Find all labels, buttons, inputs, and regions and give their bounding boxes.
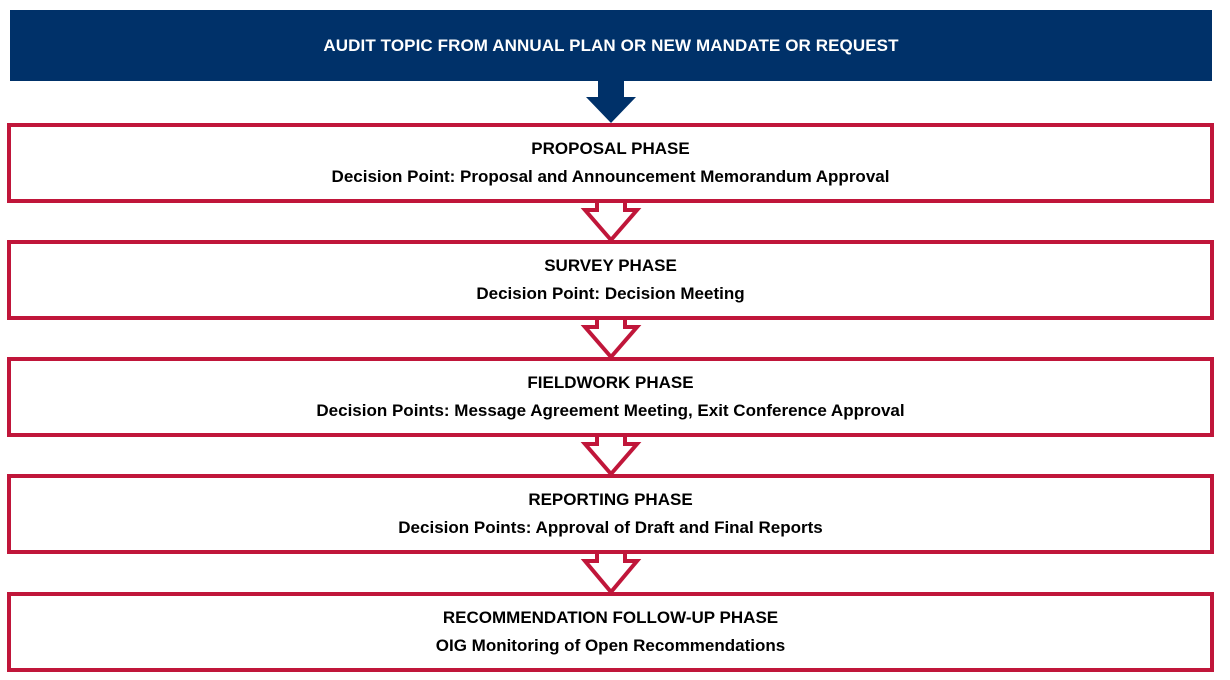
audit-topic-header-text: AUDIT TOPIC FROM ANNUAL PLAN OR NEW MANDATE OR REQUEST xyxy=(323,35,899,55)
audit-topic-header xyxy=(10,10,1212,81)
phase-title: PROPOSAL PHASE xyxy=(531,139,690,158)
down-arrow-icon xyxy=(585,435,637,474)
fieldwork-phase-box xyxy=(7,357,1214,437)
phase-decision-point: OIG Monitoring of Open Recommendations xyxy=(435,636,786,655)
phase-title: SURVEY PHASE xyxy=(544,256,677,275)
survey-phase-box xyxy=(7,240,1214,320)
phase-title: FIELDWORK PHASE xyxy=(527,373,694,392)
down-arrow-icon xyxy=(585,318,637,357)
down-arrow-icon xyxy=(585,201,637,240)
phase-title: REPORTING PHASE xyxy=(528,490,693,509)
phase-decision-point: Decision Points: Approval of Draft and Final Reports xyxy=(398,518,823,537)
recommendation-follow-up-phase-box xyxy=(7,592,1214,672)
phase-title: RECOMMENDATION FOLLOW-UP PHASE xyxy=(442,608,779,627)
proposal-phase-box xyxy=(7,123,1214,203)
down-arrow-icon xyxy=(586,81,636,123)
down-arrow-icon xyxy=(585,552,637,592)
phase-decision-point: Decision Point: Decision Meeting xyxy=(476,284,745,303)
phase-decision-point: Decision Point: Proposal and Announcement Memorandum Approval xyxy=(331,167,890,186)
reporting-phase-box xyxy=(7,474,1214,554)
phase-decision-point: Decision Points: Message Agreement Meeting, Exit Conference Approval xyxy=(316,401,905,420)
